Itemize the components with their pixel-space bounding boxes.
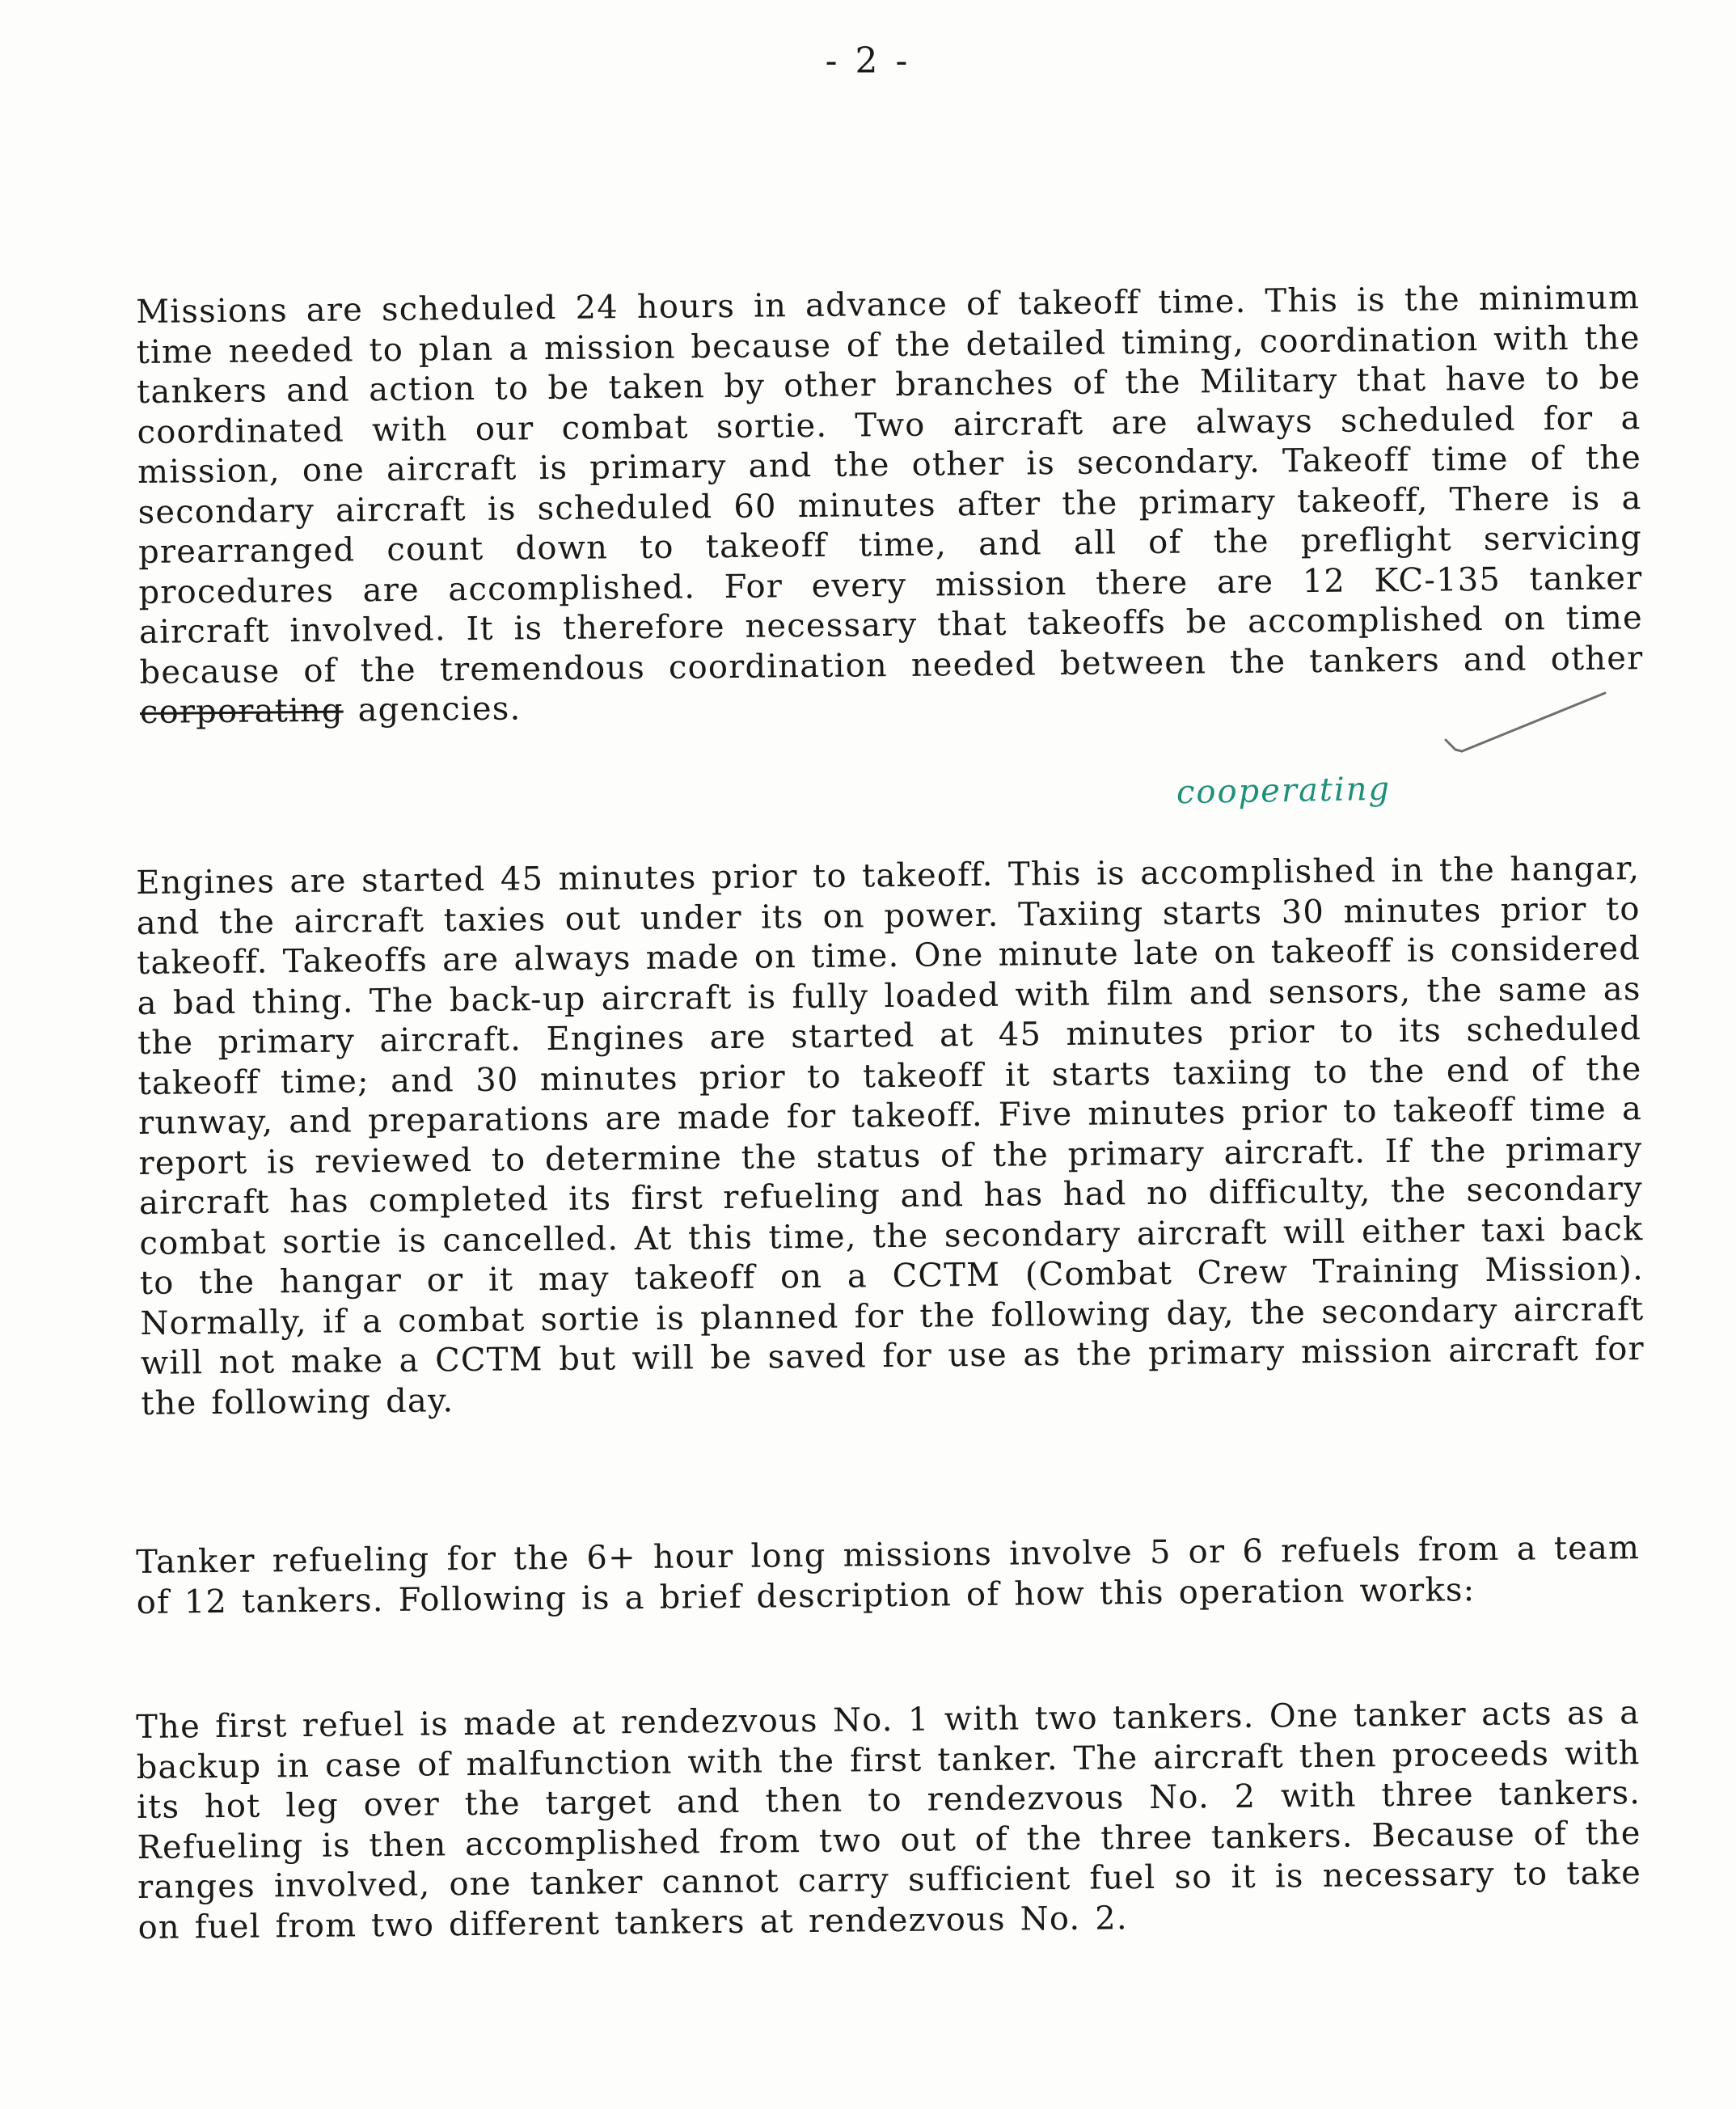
handwritten-correction: cooperating	[1176, 770, 1392, 812]
check-mark-icon	[1439, 683, 1617, 764]
paragraph-tanker-refueling: Tanker refueling for the 6+ hour long missions involve 5 or 6 refuels from a team of 12 tankers. Following is a brief description of how this operation works:	[136, 1529, 1641, 1621]
paragraph-mission-scheduling	[136, 278, 1644, 733]
struck-word: corporating	[139, 691, 344, 731]
paragraph-text-end: agencies.	[343, 690, 522, 729]
paragraph-rendezvous: The first refuel is made at rendezvous No. 1 with two tankers. One tanker acts as a backup in case of malfunction with the first tanker. The aircraft then proceeds with its hot leg over the target and then to rendezvous No. 2 with three tankers. Refueling is then accomplished from two out of the three tankers. Because of the ranges involved, one tanker cannot carry sufficient fuel so it is necessary to take on fuel from two different tankers at rendezvous No. 2.	[136, 1694, 1642, 1946]
paragraph-text: Missions are scheduled 24 hours in advance of takeoff time. This is the minimum time needed to plan a mission because of the detailed timing, coordination with the tankers and action to be taken by other branches of the Military that have to be coordinated with our combat sortie. Two aircraft are always scheduled for a mission, one aircraft is primary and the other is secondary. Takeoff time of the secondary aircraft is scheduled 60 minutes after the primary takeoff, There is a prearranged count down to takeoff time, and all of the preflight servicing procedures are accomplished. For every mission there are 12 KC-135 tanker aircraft involved. It is therefore necessary that takeoffs be accomplished on time because of the tremendous coordination needed between the tankers and other	[136, 279, 1644, 691]
page-number: - 2 -	[825, 40, 911, 82]
paragraph-engine-start: Engines are started 45 minutes prior to takeoff. This is accomplished in the hangar, and the aircraft taxies out under its on power. Taxiing starts 30 minutes prior to takeoff. Takeoffs are always made on time. One minute late on takeoff is considered a bad thing. The back-up aircraft is fully loaded with film and sensors, the same as the primary aircraft. Engines are started at 45 minutes prior to its scheduled takeoff time; and 30 minutes prior to takeoff it starts taxiing to the end of the runway, and preparations are made for takeoff. Five minutes prior to takeoff time a report is reviewed to determine the status of the primary aircraft. If the primary aircraft has completed its first refueling and has had no difficulty, the secondary combat sortie is cancelled. At this time, the secondary aircraft will either taxi back to the hangar or it may takeoff on a CCTM (Combat Crew Training Mission). Normally, if a combat sortie is planned for the following day, the secondary aircraft will not make a CCTM but will be saved for use as the primary mission aircraft for the following day.	[136, 850, 1645, 1422]
